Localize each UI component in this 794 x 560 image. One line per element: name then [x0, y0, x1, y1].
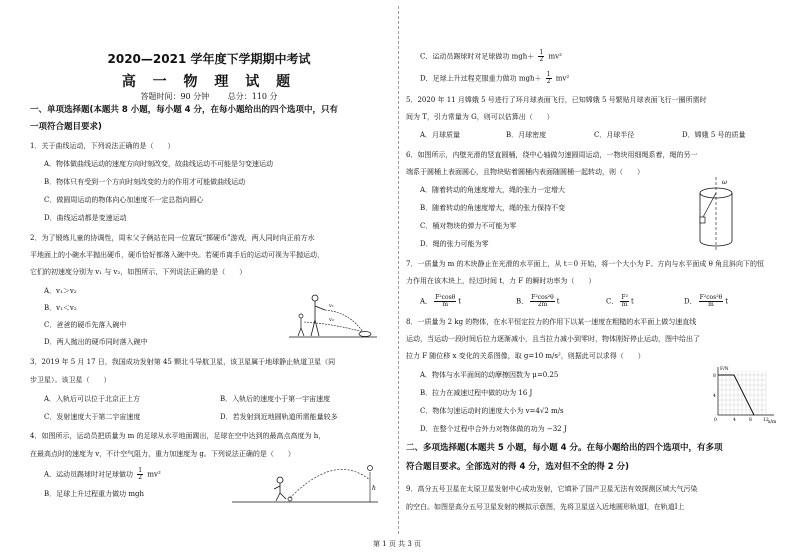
q8-graph-xtick-12: 12 [763, 418, 769, 423]
q7-option-c-fraction: $\frac{\text{F²}}{m}$ [621, 294, 628, 308]
q3-option-c: C．发射速度大于第二宇宙速度 [44, 413, 141, 421]
q2-option-b: B．v₁＜v₂ [44, 304, 77, 312]
q6-option-a: A．随着转动的角速度增大，绳的张力一定增大 [420, 186, 566, 194]
q4-option-c [420, 50, 562, 63]
q8-stem-line1: 8．一质量为 2 kg 的物体，在水平恒定拉力的作用下以某一速度在粗糙的水平面上做匀速直线 [406, 318, 697, 326]
q6-fig-omega-label: ω [722, 179, 727, 186]
q4-stem-line2: 在最高点时的速度为 v，不计空气阻力，重力加速度为 g。下列说法正确的是（ ） [30, 450, 295, 458]
q4-option-a-expr: mv² [147, 470, 161, 479]
q8-graph [706, 365, 781, 427]
exam-meta [30, 91, 388, 102]
q7-option-d [684, 295, 728, 308]
q3-option-d: D．若发射到近地圆轨道所需能量较多 [220, 413, 338, 421]
q8-graph-origin: 0 [714, 418, 717, 423]
q2-stem-line3: 它们的初速度分别为 v₁ 与 v₂，如图所示，下列说法正确的是（ ） [30, 268, 247, 276]
q4-option-b: B．足球上升过程重力做功 mgh [44, 490, 144, 498]
q6-option-c: C．桶对物块的弹力不可能为零 [420, 222, 517, 230]
q6-figure [686, 175, 746, 255]
q4-option-c-expr: mv² [548, 52, 562, 61]
q7-stem-line1: 7．一质量为 m 的木块静止在光滑的水平面上，从 t＝0 开始，将一个大小为 F、方向与水平面成 θ 角且斜向下的恒 [406, 260, 765, 268]
q7-option-a-fraction: $\frac{\text{F²cosθ}}{m}$ [435, 294, 456, 308]
q8-option-a: A．物体与水平面间的动摩擦因数为 μ=0.25 [420, 371, 559, 379]
q8-option-b: B．拉力在减速过程中做的功为 16 J [420, 389, 533, 397]
q7-option-c [606, 295, 634, 308]
q2-stem-line2: 平地面上的小碗水平抛出硬币，硬币恰好都落入碗中央。若硬币离手后的运动可视为平抛运动， [30, 251, 324, 259]
section1-heading-cont: 一项符合题目要求) [30, 122, 102, 132]
q7-option-a [420, 295, 461, 308]
q4-option-a-text: A．运动员踢球时对足球做功 [44, 470, 134, 479]
q7-option-b-fraction: $\frac{\text{F²cos²θ}}{2m}$ [531, 294, 554, 308]
column-divider [398, 6, 399, 534]
q2-option-c: C．爸爸的硬币先落入碗中 [44, 321, 127, 329]
q4-option-d-fraction: $\frac{1}{2}$ [546, 71, 551, 85]
exam-score: 总分：110 分 [227, 92, 278, 101]
q1-stem: 1．关于曲线运动，下列说法正确的是（ ） [30, 142, 175, 150]
q5-option-d: D．嫦娥 5 号的质量 [682, 131, 746, 139]
q1-option-b: B．物体只有受到一个方向时刻改变的力的作用才可能做曲线运动 [44, 178, 246, 186]
q4-option-a [44, 468, 161, 481]
q4-stem-line1: 4．如图所示，运动员把质量为 m 的足球从水平地面踢出，足球在空中达到的最高点高度为 h， [30, 432, 326, 440]
section2-heading: 二、多项选择题(本题共 5 小题，每小题 4 分。在每小题给出的四个选项中，有多项 [406, 443, 723, 453]
q7-option-b-t: t [556, 297, 560, 306]
q7-option-c-label: C． [606, 297, 619, 306]
q8-option-d: D．在整个过程中合外力对物体做的功为 −32 J [420, 425, 567, 433]
q7-stem-line2: 力作用在该木块上，经过时间 t，力 F 的瞬时功率为（ ） [406, 277, 596, 285]
q5-stem-line1: 5．2020 年 11 月嫦娥 5 号进行了环月球表面飞行，已知嫦娥 5 号繁贴月球表面飞行一圈所需时 [406, 96, 707, 104]
q7-option-a-label: A． [420, 297, 433, 306]
section2-heading-cont: 符合题目要求。全部选对的得 4 分，选对但不全的得 2 分) [406, 462, 630, 472]
q4-figure [230, 460, 380, 505]
q7-option-d-label: D． [684, 297, 697, 306]
q1-option-d: D．曲线运动都是变速运动 [44, 214, 127, 222]
q7-option-b [516, 295, 560, 308]
q8-graph-ytick-8: 8 [713, 374, 716, 379]
q6-option-b: B．随着转动的角速度增大，绳的张力保持不变 [420, 204, 566, 212]
q5-option-c: C．月球半径 [594, 131, 635, 139]
q9-stem-line1: 9．高分五号卫星在太原卫星发射中心成功发射，它填补了国产卫星无法有效探测区域大气污染 [406, 485, 698, 493]
q8-graph-ytick-4: 4 [713, 394, 716, 399]
q2-stem-line1: 2．为了锻炼儿童的协调性，周末父子俩站在同一位置玩“掷硬币”游戏，两人同时向正前方水 [30, 234, 315, 242]
q6-option-d: D．绳的张力可能为零 [420, 240, 489, 248]
q8-option-c: C．物体匀速运动时的速度大小为 v=4√2 m/s [420, 407, 564, 415]
section1-heading: 一、单项选择题(本题共 8 小题，每小题 4 分，在每小题给出的四个选项中，只有 [30, 105, 339, 115]
q3-stem-line2: 步卫星）。该卫星（ ） [30, 376, 111, 384]
q2-fig-v2-label: v₂ [329, 317, 334, 323]
q4-option-c-fraction: $\frac{1}{2}$ [539, 49, 544, 63]
q4-option-d-text: D．足球上升过程克服重力做功 mgh＋ [420, 74, 542, 83]
q2-option-a: A．v₁＞v₂ [44, 287, 77, 295]
q7-option-a-t: t [458, 297, 462, 306]
exam-time: 答题时间：90 分钟 [140, 92, 210, 101]
q8-graph-ylabel: F/N [720, 367, 729, 372]
q8-graph-xtick-8: 8 [749, 418, 752, 423]
q7-option-b-label: B． [516, 297, 529, 306]
q4-fig-h-label: h [372, 485, 376, 492]
exam-subtitle: 高 一 物 理 试 题 [121, 74, 297, 90]
q7-option-c-t: t [630, 297, 634, 306]
q8-stem-line3: 拉力 F 随位移 x 变化的关系图像，取 g=10 m/s²，则据此可以求得（ ） [406, 352, 645, 360]
page-footer: 第 1 页 共 3 页 [372, 540, 422, 548]
q7-option-d-fraction: $\frac{\text{F²cos²θ}}{m}$ [699, 294, 723, 308]
q3-option-a: A．入轨后可以位于北京正上方 [44, 395, 141, 403]
q6-stem-line2: 端系于圆桶上表面圆心，且物块贴着圆桶内表面随圆桶一起转动，则（ ） [406, 168, 644, 176]
q1-option-a: A．物体做曲线运动的速度方向时刻改变，故曲线运动不可能是匀变速运动 [44, 160, 274, 168]
q8-stem-line2: 运动，当运动一段时间后拉力逐渐减小，且当拉力减小到零时，物体刚好停止运动，图中给出了 [406, 335, 700, 343]
q3-stem-line1: 3．2019 年 5 月 17 日，我国成功发射第 45 颗北斗导航卫星，该卫星属于地球静止轨道卫星（同 [30, 358, 336, 366]
q7-option-d-t: t [725, 297, 729, 306]
q4-option-c-text: C．运动员踢球时对足球做功 mgh＋ [420, 52, 535, 61]
q5-stem-line2: 间为 T，引力常量为 G，则可以估算出（ ） [406, 113, 554, 121]
q2-figure [285, 290, 380, 345]
exam-title: 2020—2021 学年度下学期期中考试 [107, 52, 311, 66]
q3-option-b: B．入轨后的速度小于第一宇宙速度 [220, 395, 331, 403]
q8-graph-xlabel: x/m [768, 420, 777, 425]
q4-option-d-expr: mv² [555, 74, 570, 83]
q2-option-d: D．两人抛出的硬币同时落入碗中 [44, 338, 148, 346]
q5-option-b: B．月球密度 [506, 131, 547, 139]
q1-option-c: C．做圆周运动的物体向心加速度不一定总指向圆心 [44, 196, 204, 204]
q5-option-a: A．月球质量 [420, 131, 461, 139]
q4-option-d [420, 72, 569, 85]
q6-stem-line1: 6．如图所示，内壁光滑的竖直圆桶，绕中心轴做匀速圆周运动，一物块用细绳系着，绳的另一 [406, 151, 698, 159]
q9-stem-line2: 的空白。如图是高分五号卫星发射的模拟示意图，先将卫星送入近地圆形轨道Ⅰ，在轨道Ⅰ上 [406, 503, 685, 511]
q8-graph-xtick-4: 4 [733, 418, 736, 423]
q2-fig-v1-label: v₁ [329, 303, 334, 309]
q4-option-a-fraction: $\frac{1}{2}$ [138, 467, 143, 481]
